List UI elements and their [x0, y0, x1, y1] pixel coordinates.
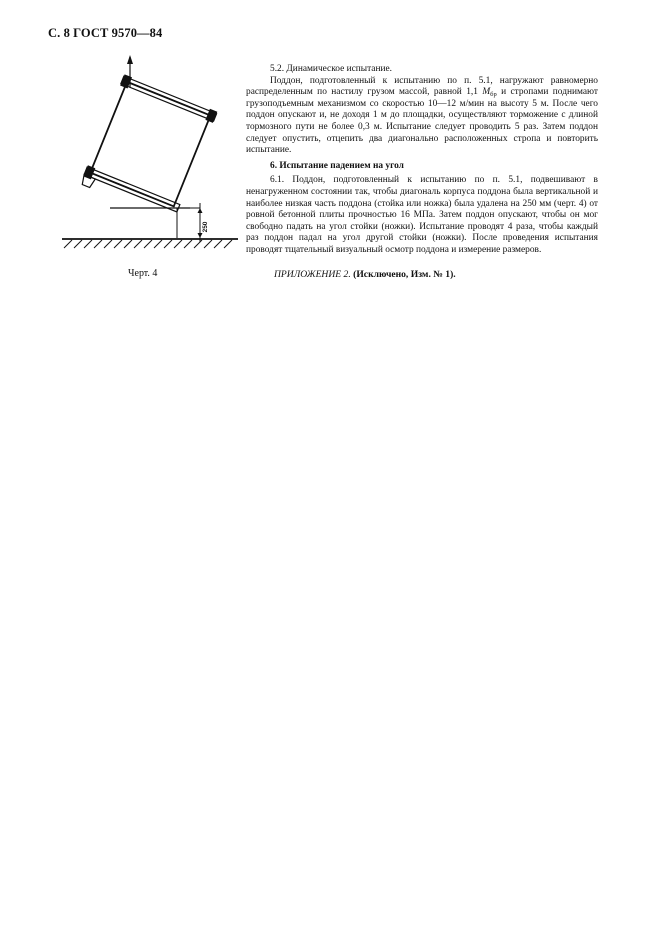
- dimension-label: 250: [202, 221, 209, 233]
- appendix-status: (Исключено, Изм. № 1).: [350, 269, 456, 280]
- pallet-foot: [80, 174, 95, 188]
- appendix-label: ПРИЛОЖЕНИЕ 2.: [274, 269, 351, 280]
- mass-subscript: бр: [490, 91, 497, 99]
- section-5-2-title: 5.2. Динамическое испытание.: [270, 64, 393, 74]
- pallet-frame: [90, 82, 210, 207]
- figure-drop-test-diagram: [60, 55, 240, 260]
- section-5-2-paragraph: Поддон, подготовленный к испытанию по п. 5.1, нагружают равномерно распределенным по настилу грузом массой, равной 1,1 $М_{бр}$ и стропами поднимают грузоподъемным механизмом со скоростью 10—12 м/мин на высоту 5 м. После чего поддон опускают и, не доходя 1 м до площадки, осуществляют торможение с длиной тормозного пути не более 0,3 м. Испытание следует проводить 5 раз. Затем поддон следует опустить, отцепить два диагонально расположенных стропа и повторить испытание.: [246, 75, 598, 156]
- section-6-heading: 6. Испытание падением на угол: [270, 160, 404, 171]
- section-6-1-paragraph: 6.1. Поддон, подготовленный к испытанию по п. 5.1, подвешивают в ненагруженном состоянии так, чтобы диагональ корпуса поддона была вертикальной и наиболее низкая часть поддона (стойка или ножка) была удалена на 250 мм (черт. 4) от ровной бетонной плиты прочностью 16 МПа. Затем поддон опускают, чтобы он мог свободно падать на угол стойки (ножки). Испытание проводят 4 раза, чтобы каждый раз поддон падал на угол другой стойки (ножки). После проведения испытания проводят тщательный визуальный осмотр поддона и измерение размеров.: [246, 175, 598, 255]
- page-header: С. 8 ГОСТ 9570—84: [48, 26, 163, 40]
- mass-symbol: М: [482, 87, 491, 98]
- arrow-head: [127, 55, 133, 64]
- figure-caption: Черт. 4: [128, 268, 158, 279]
- appendix-note: [274, 269, 456, 280]
- ground-hatching: [64, 240, 232, 248]
- main-text: [246, 64, 598, 257]
